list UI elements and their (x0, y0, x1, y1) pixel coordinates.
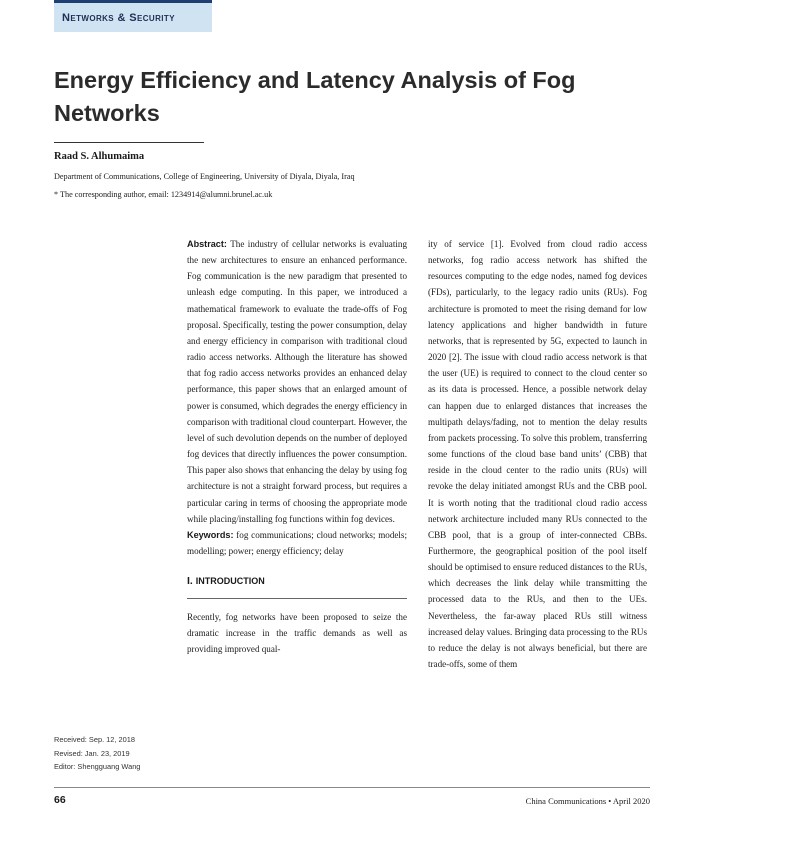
editor-line: Editor: Shengguang Wang (54, 762, 141, 771)
keywords-label: Keywords: (187, 529, 234, 540)
introduction-text-left: Recently, fog networks have been proposed to seize the dramatic increase in the traffic demands as well as providing improved qual- (187, 612, 407, 655)
keywords (187, 527, 407, 559)
abstract (187, 236, 407, 527)
section-tag (54, 0, 212, 32)
footer-divider (54, 787, 650, 788)
introduction-title: INTRODUCTION (195, 576, 265, 587)
author-affiliation: Department of Communications, College of Engineering, University of Diyala, Diyala, Iraq (54, 172, 355, 181)
paper-title: Energy Efficiency and Latency Analysis of Fog Networks (54, 67, 576, 126)
introduction-text-right: ity of service [1]. Evolved from cloud radio access networks, fog radio access network has shifted the resources computing to the edge nodes, named fog devices (FDs), particularly, to the legacy radio units (RUs). Fog architecture is promoted to meet the rising demand for low latency applications and higher bandwidth in future networks, that is represented by 5G, expected to launch in 2020 [2]. The issue with cloud radio access network is that the user (UE) is required to connect to the cloud center so as its data is processed. Hence, a possible network delay can happen due to enlarged distances that increases the multipath delays/fading, not to mention the delay results from packets processing. To solve this problem, transferring some functions of the cloud base band units’ (CBB) that reside in the cloud center to the radio units (RUs) will revoke the delay initiated amongst RUs and the CBB pool. It is worth noting that the traditional cloud radio access network architecture included many RUs connected to the CBB pool, that is a group of inter-connected CBBs. Furthermore, the geographical position of the pool itself should be optimised to ensure reduced distances to the RUs, which decreases the link delay while transmitting the processed data to the RUs, and then to the UEs. Nevertheless, the far-away placed RUs still witness increased delay values. Bringing data processing to the RUs to reduce the delay is not always beneficial, but there are trade-offs, some of them (428, 239, 647, 670)
article-history (54, 733, 140, 774)
author-name: Raad S. Alhumaima (54, 151, 145, 162)
page-number: 66 (54, 794, 66, 806)
introduction-numeral: I. (187, 575, 193, 588)
section-tag-label: Networks & Security (62, 12, 175, 24)
right-column (428, 236, 647, 672)
introduction-divider (187, 598, 407, 599)
revised-date: Revised: Jan. 23, 2019 (54, 748, 130, 758)
left-column (187, 236, 407, 658)
title-divider (54, 142, 204, 143)
introduction-heading (187, 573, 407, 589)
abstract-label: Abstract: (187, 239, 227, 249)
received-date: Received: Sep. 12, 2018 (54, 735, 135, 744)
journal-footer: China Communications • April 2020 (525, 796, 650, 806)
keywords-text: fog communications; cloud networks; models; modelling; power; energy efficiency; delay (187, 529, 407, 556)
abstract-text: The industry of cellular networks is evaluating the new architectures to ensure an enhanced performance. Fog communication is the new paradigm that presented to unleash edge computing. In this paper, we introduced a mathematical framework to evaluate the trade-offs of Fog proposal. Specifically, testing the power consumption, delay and energy efficiency in comparison with traditional cloud radio access networks. Although the literature has showed that fog radio access networks provides an enhanced delay performance, this paper shows that an enlarged amount of power is consumed, which degrades the energy efficiency in comparison with traditional cloud counterpart. However, the level of such devolution depends on the number of deployed fog devices that directly influences the power consumption. This paper also shows that enhancing the delay by using fog architecture is not a straight forward process, but requires a particular caring in terms of choosing the appropriate mode while placing/installing fog functions within fog devices. (187, 239, 407, 524)
corresponding-email: * The corresponding author, email: 1234914@alumni.brunel.ac.uk (54, 190, 273, 199)
